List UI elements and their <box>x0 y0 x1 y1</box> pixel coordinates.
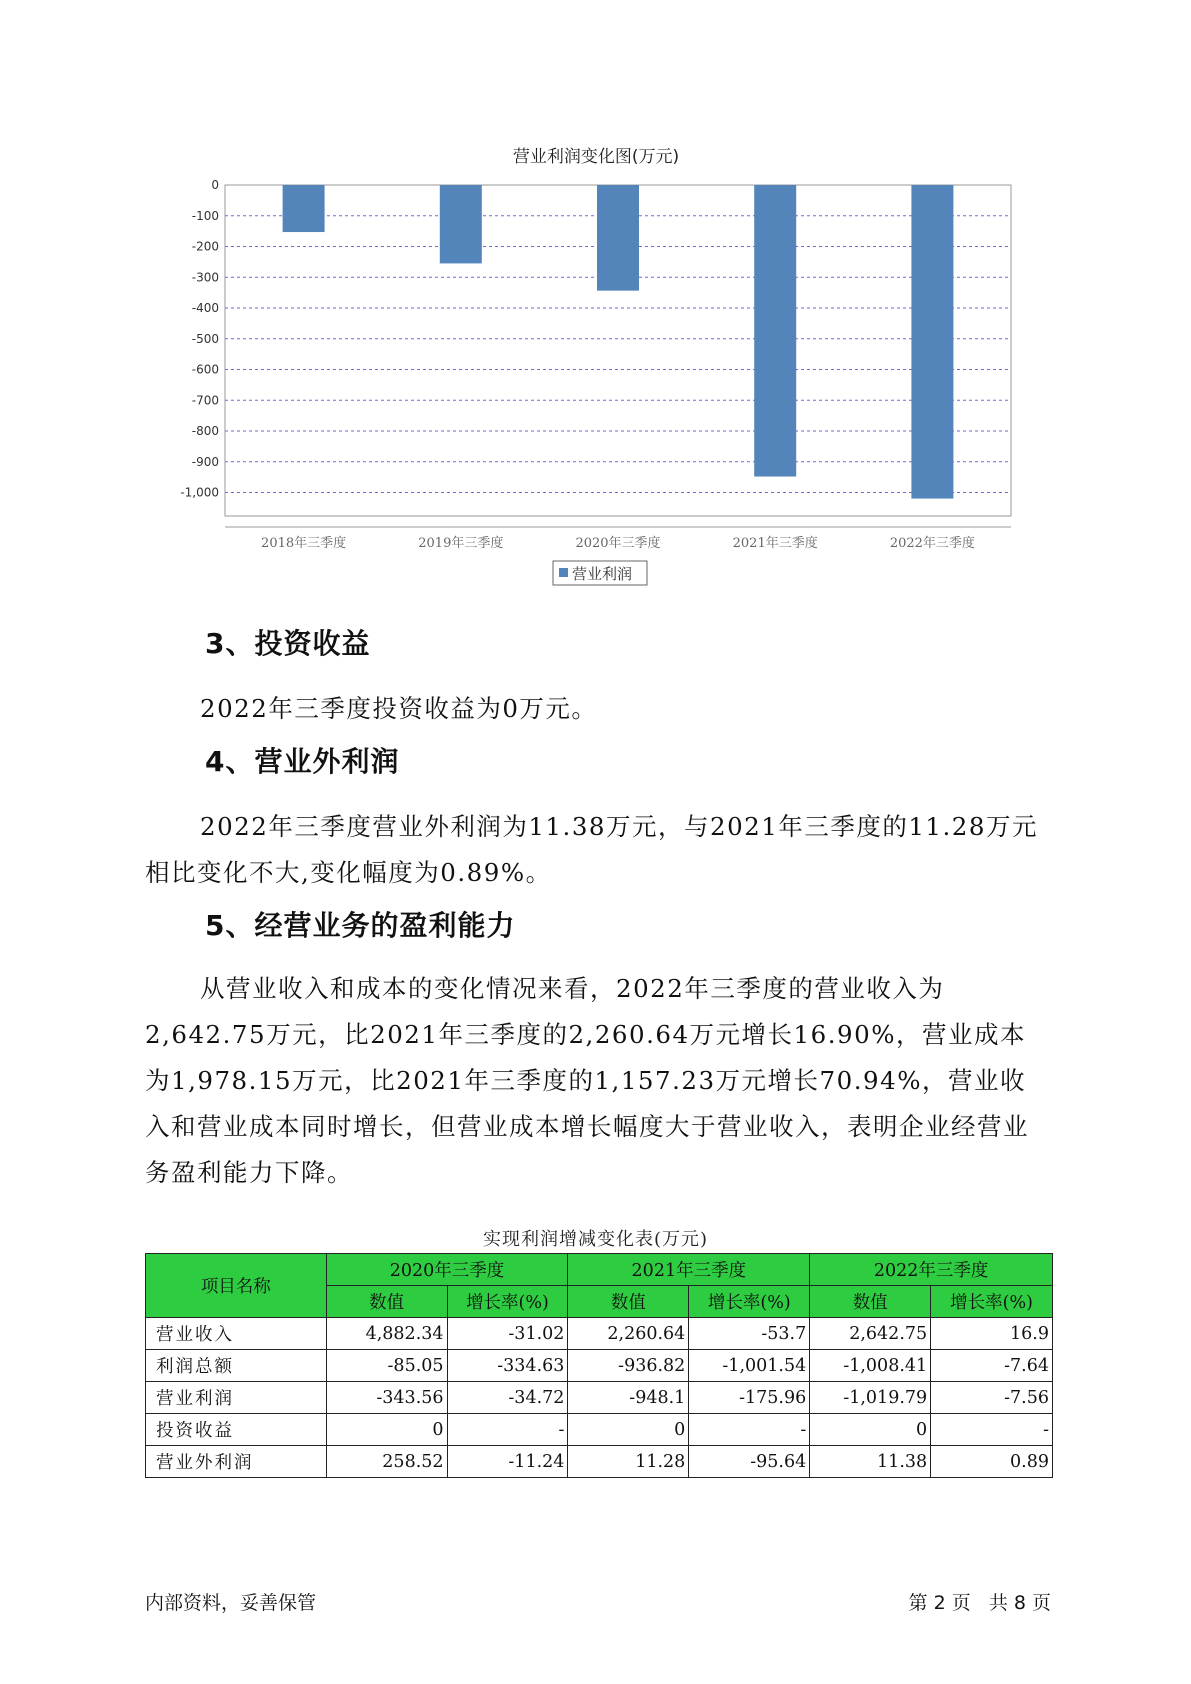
section-3-heading: 3、投资收益 <box>205 627 371 660</box>
header-period-2020: 2020年三季度 <box>326 1254 568 1286</box>
subheader-value: 数值 <box>568 1286 689 1318</box>
table-cell: -11.24 <box>447 1446 568 1478</box>
x-tick-label: 2018年三季度 <box>261 536 347 551</box>
x-tick-label: 2021年三季度 <box>732 536 818 551</box>
x-tick-label: 2022年三季度 <box>889 536 975 551</box>
x-tick-label: 2020年三季度 <box>575 536 661 551</box>
chart-title: 营业利润变化图(万元) <box>512 147 680 167</box>
table-cell: -7.56 <box>931 1382 1053 1414</box>
table-cell: -1,001.54 <box>689 1350 810 1382</box>
chart-bar <box>754 185 796 477</box>
subheader-rate: 增长率(%) <box>447 1286 568 1318</box>
table-row <box>146 1350 1053 1382</box>
y-tick-label: -700 <box>191 393 219 408</box>
header-item-name: 项目名称 <box>146 1254 327 1318</box>
chart-bar <box>283 185 325 232</box>
operating-profit-chart <box>0 0 1191 600</box>
y-tick-label: -100 <box>191 208 219 223</box>
subheader-rate: 增长率(%) <box>931 1286 1053 1318</box>
chart-bar <box>911 185 953 499</box>
table-cell: -343.56 <box>326 1382 447 1414</box>
y-tick-label: 0 <box>211 178 219 192</box>
row-label: 投资收益 <box>146 1414 327 1446</box>
table-cell: 0 <box>810 1414 931 1446</box>
row-label: 营业利润 <box>146 1382 327 1414</box>
table-row <box>146 1414 1053 1446</box>
x-tick-label: 2019年三季度 <box>418 536 504 551</box>
table-cell: - <box>931 1414 1053 1446</box>
chart-bar <box>597 185 639 291</box>
y-tick-label: -300 <box>191 270 219 285</box>
table-cell: 0 <box>326 1414 447 1446</box>
section-4-heading: 4、营业外利润 <box>205 745 400 778</box>
table-cell: - <box>447 1414 568 1446</box>
section-3-paragraph: 2022年三季度投资收益为0万元。 <box>200 694 598 723</box>
table-cell: -948.1 <box>568 1382 689 1414</box>
table-cell: 258.52 <box>326 1446 447 1478</box>
table-cell: 11.38 <box>810 1446 931 1478</box>
chart-legend <box>553 561 647 585</box>
y-tick-label: -400 <box>191 301 219 315</box>
table-cell: -85.05 <box>326 1350 447 1382</box>
row-label: 营业收入 <box>146 1318 327 1350</box>
y-tick-label: -200 <box>191 239 219 254</box>
footer-confidential-note: 内部资料，妥善保管 <box>145 1592 317 1614</box>
section-5-paragraph: 从营业收入和成本的变化情况来看，2022年三季度的营业收入为2,642.75万元，比2021年三季度的2,260.64万元增长16.90%，营业成本为1,978.15万元，比2021年三季度的1,157.23万元增长70.94%，营业收入和营业成本同时增长，但营业成本增长幅度大于营业收入，表明企业经营业务盈利能力下降。 <box>145 974 1029 1187</box>
table-title: 实现利润增减变化表(万元) <box>482 1229 709 1250</box>
legend-swatch <box>559 568 568 577</box>
table-cell: - <box>689 1414 810 1446</box>
y-tick-label: -500 <box>191 331 219 346</box>
profit-change-table <box>145 1253 1053 1478</box>
table-cell: 0.89 <box>931 1446 1053 1478</box>
y-tick-label: -900 <box>191 454 219 469</box>
header-period-2022: 2022年三季度 <box>810 1254 1053 1286</box>
table-cell: -7.64 <box>931 1350 1053 1382</box>
y-tick-label: -1,000 <box>180 485 219 500</box>
table-cell: -1,019.79 <box>810 1382 931 1414</box>
header-period-2021: 2021年三季度 <box>568 1254 810 1286</box>
table-cell: 16.9 <box>931 1318 1053 1350</box>
table-cell: 0 <box>568 1414 689 1446</box>
subheader-rate: 增长率(%) <box>689 1286 810 1318</box>
subheader-value: 数值 <box>810 1286 931 1318</box>
table-cell: 2,642.75 <box>810 1318 931 1350</box>
table-cell: 4,882.34 <box>326 1318 447 1350</box>
table-row <box>146 1318 1053 1350</box>
subheader-value: 数值 <box>326 1286 447 1318</box>
footer-page-number: 第 2 页 共 8 页 <box>908 1592 1051 1614</box>
chart-bar <box>440 185 482 263</box>
table-cell: -53.7 <box>689 1318 810 1350</box>
table-cell: 11.28 <box>568 1446 689 1478</box>
legend-label: 营业利润 <box>572 565 633 583</box>
section-5-heading: 5、经营业务的盈利能力 <box>205 909 516 942</box>
table-cell: -936.82 <box>568 1350 689 1382</box>
y-tick-label: -800 <box>191 424 219 438</box>
table-cell: -34.72 <box>447 1382 568 1414</box>
table-header-row <box>146 1254 1053 1286</box>
table-row <box>146 1382 1053 1414</box>
table-row <box>146 1446 1053 1478</box>
table-cell: -95.64 <box>689 1446 810 1478</box>
row-label: 利润总额 <box>146 1350 327 1382</box>
table-cell: -31.02 <box>447 1318 568 1350</box>
table-cell: -334.63 <box>447 1350 568 1382</box>
y-tick-label: -600 <box>191 362 219 377</box>
table-cell: 2,260.64 <box>568 1318 689 1350</box>
row-label: 营业外利润 <box>146 1446 327 1478</box>
table-cell: -175.96 <box>689 1382 810 1414</box>
table-cell: -1,008.41 <box>810 1350 931 1382</box>
section-4-paragraph: 2022年三季度营业外利润为11.38万元，与2021年三季度的11.28万元相比变化不大,变化幅度为0.89%。 <box>145 812 1038 887</box>
